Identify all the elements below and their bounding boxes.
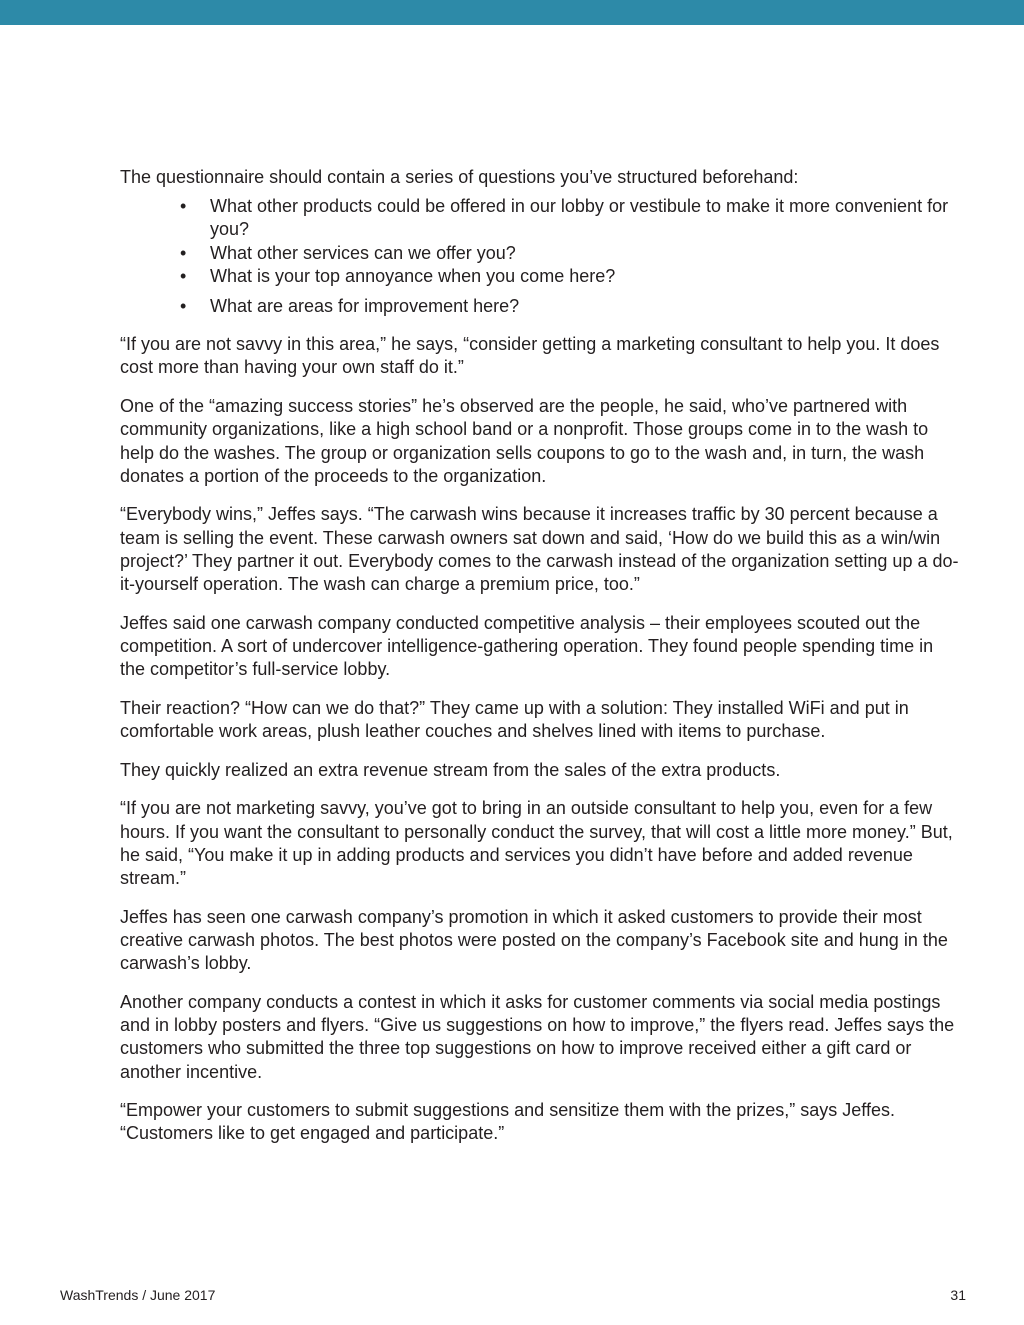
list-item [120, 265, 960, 288]
page-number: 31 [950, 1287, 966, 1303]
paragraph: Jeffes has seen one carwash company’s promotion in which it asked customers to provide their most creative carwash photos. The best photos were posted on the company’s Facebook site and hung in the carwash’s lobby. [120, 906, 948, 974]
paragraph: “If you are not marketing savvy, you’ve got to bring in an outside consultant to help you, even for a few hours. If you want the consultant to personally conduct the survey, that will cost a little more money.” But, he said, “You make it up in adding products and services you didn’t have before and added revenue stream.” [120, 798, 953, 889]
list-item-text: What is your top annoyance when you come here? [210, 265, 616, 286]
article-body [120, 166, 960, 1161]
list-item [120, 295, 960, 318]
header-accent-bar [0, 0, 1024, 25]
paragraph: They quickly realized an extra revenue stream from the sales of the extra products. [120, 759, 781, 780]
list-item [120, 195, 960, 241]
bullet-icon: • [180, 196, 187, 217]
list-item-text: What other services can we offer you? [210, 242, 516, 263]
paragraph: Jeffes said one carwash company conducted competitive analysis – their employees scouted out the competition. A sort of undercover intelligence-gathering operation. They found people spending time in the competitor’s full-service lobby. [120, 612, 934, 680]
list-item-text: What are areas for improvement here? [210, 296, 520, 317]
list-item [120, 242, 960, 265]
footer-publication: WashTrends / June 2017 [60, 1287, 216, 1303]
paragraph: Their reaction? “How can we do that?” They came up with a solution: They installed WiFi and put in comfortable work areas, plush leather couches and shelves lined with items to purchase. [120, 697, 909, 742]
bullet-icon: • [180, 242, 187, 263]
bullet-icon: • [180, 265, 187, 286]
paragraph: “If you are not savvy in this area,” he says, “consider getting a marketing consultant to help you. It does cost more than having your own staff do it.” [120, 334, 940, 378]
bullet-icon: • [180, 296, 187, 317]
question-list [120, 195, 960, 318]
intro-paragraph: The questionnaire should contain a series of questions you’ve structured beforehand: [120, 167, 799, 187]
paragraph: One of the “amazing success stories” he’s observed are the people, he said, who’ve partnered with community organizations, like a high school band or a nonprofit. Those groups come in to the wash to help do the washes. The group or organization sells coupons to go to the wash and, in turn, the wash donates a portion of the proceeds to the organization. [120, 396, 929, 486]
paragraph: “Everybody wins,” Jeffes says. “The carwash wins because it increases traffic by 30 percent because a team is selling the event. These carwash owners sat down and said, ‘How do we build this as a win/win project?’ They partner it out. Everybody comes to the carwash instead of the organization setting up a do-it-yourself operation. The wash can charge a premium price, too.” [120, 504, 959, 595]
paragraph: “Empower your customers to submit suggestions and sensitize them with the prizes,” says Jeffes. “Customers like to get engaged and participate.” [120, 1100, 895, 1144]
list-item-text: What other products could be offered in our lobby or vestibule to make it more convenient for you? [210, 196, 949, 240]
paragraph: Another company conducts a contest in which it asks for customer comments via social media postings and in lobby posters and flyers. “Give us suggestions on how to improve,” the flyers read. Jeffes says the customers who submitted the three top suggestions on how to improve received either a gift card or another incentive. [120, 991, 955, 1082]
